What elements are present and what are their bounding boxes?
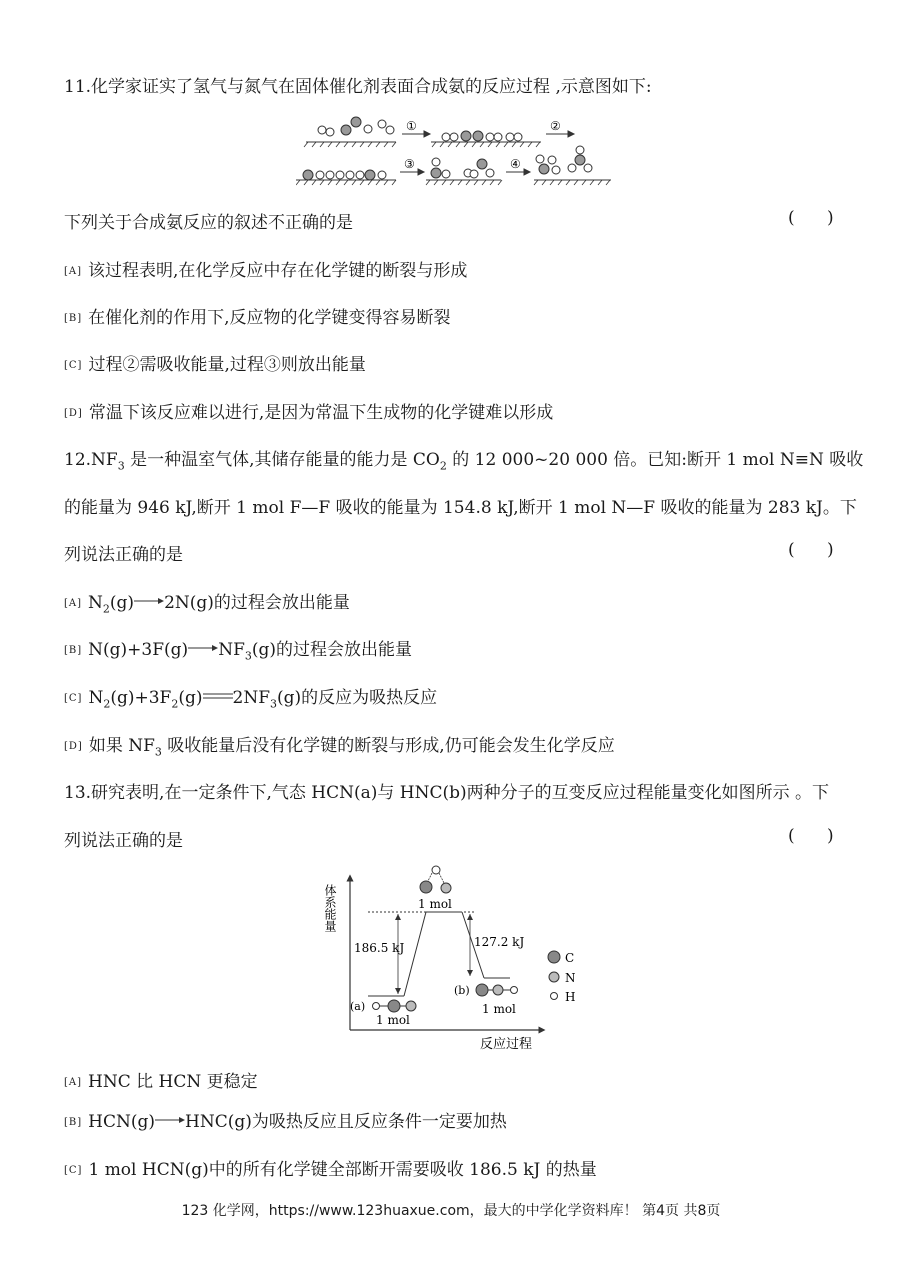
- q12-line-1: $12.NF_3$ 是一种温室气体,其储存能量的能力是 $CO_2$ 的 12 000~20 000 倍。已知:断开 1 mol N≡N 吸收: [64, 450, 864, 473]
- q12-line-2: 的能量为 946 kJ,断开 1 mol F—F 吸收的能量为 154.8 kJ,断开 1 mol N—F 吸收的能量为 283 kJ。下: [64, 498, 857, 518]
- a-label: (a): [350, 1000, 366, 1013]
- x-axis-label: 反应过程: [480, 1037, 533, 1052]
- q13-option-c: [C] 1 mol HCN(g)中的所有化学键全部断开需要吸收 186.5 kJ 的热量: [64, 1160, 597, 1180]
- q11-ask: 下列关于合成氨反应的叙述不正确的是: [64, 213, 353, 233]
- transition-state-label: 1 mol: [418, 897, 452, 911]
- q13-option-a: [A] HNC 比 HCN 更稳定: [64, 1072, 258, 1092]
- q13-energy-diagram: [322, 862, 592, 1054]
- q13-answer-blank: ( ): [788, 826, 834, 846]
- q11-stem: 11.化学家证实了氢气与氮气在固体催化剂表面合成氨的反应过程 ,示意图如下:: [64, 77, 652, 97]
- q11-synthesis-diagram: [296, 112, 616, 188]
- reaction-arrow-icon: [134, 596, 164, 606]
- q11-answer-blank: ( ): [788, 208, 834, 228]
- q13-line-1: 13.研究表明,在一定条件下,气态 HCN(a)与 HNC(b)两种分子的互变反应过程能量变化如图所示 。下: [64, 783, 830, 803]
- q11-option-d: [D] 常温下该反应难以进行,是因为常温下生成物的化学键难以形成: [64, 403, 554, 423]
- q13-option-b: [B] HCN(g) HNC(g)为吸热反应且反应条件一定要加热: [64, 1112, 507, 1132]
- nitrogen-atom-icon: [549, 972, 559, 982]
- step-1-label: ①: [406, 119, 417, 133]
- q12-option-c: [C] $N_2(g)+3F_2(g)$ $2NF_3(g)$的反应为吸热反应: [64, 688, 438, 711]
- carbon-atom-icon: [548, 951, 560, 963]
- equals-sign-icon: [203, 691, 233, 701]
- left-energy-label: 186.5 kJ: [354, 941, 405, 955]
- q13-line-2: 列说法正确的是: [64, 831, 183, 851]
- reaction-arrow-icon: [188, 643, 218, 653]
- q12-option-a: [A] $N_2(g)$ 2N(g)的过程会放出能量: [64, 593, 350, 616]
- q11-option-a: [A] 该过程表明,在化学反应中存在化学键的断裂与形成: [64, 261, 468, 281]
- step-3-label: ③: [404, 157, 415, 171]
- reaction-arrow-icon: [155, 1115, 185, 1125]
- step-2-label: ②: [550, 119, 561, 133]
- q11-option-b: [B] 在催化剂的作用下,反应物的化学键变得容易断裂: [64, 308, 451, 328]
- a-mol-label: 1 mol: [376, 1013, 410, 1027]
- right-energy-label: 127.2 kJ: [474, 935, 525, 949]
- legend-h: H: [565, 990, 576, 1004]
- page-footer: 123 化学网，https://www.123huaxue.com，最大的中学化学资料库！ 第4页 共8页: [181, 1203, 721, 1219]
- b-label: (b): [454, 984, 470, 997]
- y-axis-label: 体系能量: [323, 884, 337, 932]
- legend-c: C: [565, 951, 575, 965]
- hydrogen-atom-icon: [551, 993, 558, 1000]
- q11-option-c: [C] 过程②需吸收能量,过程③则放出能量: [64, 355, 366, 375]
- q12-answer-blank: ( ): [788, 540, 834, 560]
- legend-n: N: [565, 971, 576, 985]
- step-4-label: ④: [510, 157, 521, 171]
- b-mol-label: 1 mol: [482, 1002, 516, 1016]
- q12-option-b: [B] N(g)+3F(g) $NF_3(g)$的过程会放出能量: [64, 640, 413, 663]
- q12-option-d: [D] 如果 $NF_3$ 吸收能量后没有化学键的断裂与形成,仍可能会发生化学反应: [64, 736, 615, 759]
- q12-line-3: 列说法正确的是: [64, 545, 183, 565]
